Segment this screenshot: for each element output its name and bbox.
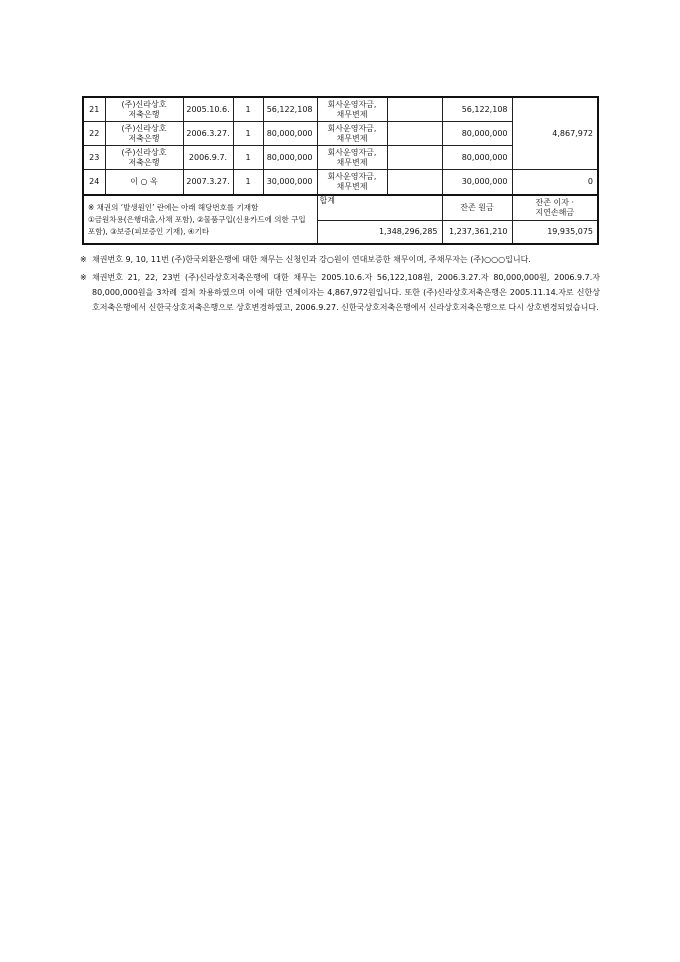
total-remaining-principal: 1,237,361,210 bbox=[442, 221, 512, 245]
total-remaining-interest: 19,935,075 bbox=[512, 221, 598, 245]
row-remaining: 80,000,000 bbox=[442, 122, 512, 146]
footnote-mark: ※ bbox=[80, 273, 87, 282]
row-date: 2005.10.6. bbox=[183, 97, 233, 122]
row-extra bbox=[387, 97, 442, 122]
row-creditor: 이 ○ 옥 bbox=[105, 170, 183, 196]
row-no: 22 bbox=[83, 122, 105, 146]
summary-header-row bbox=[83, 195, 598, 221]
row-amount: 56,122,108 bbox=[263, 97, 317, 122]
merged-interest: 4,867,972 bbox=[512, 97, 598, 170]
row-cause: 회사운영자금, 채무변제 bbox=[317, 122, 387, 146]
row-amount: 80,000,000 bbox=[263, 146, 317, 170]
row-remaining: 80,000,000 bbox=[442, 146, 512, 170]
row-amount: 80,000,000 bbox=[263, 122, 317, 146]
row-no: 23 bbox=[83, 146, 105, 170]
row-remaining: 30,000,000 bbox=[442, 170, 512, 196]
row-extra bbox=[387, 122, 442, 146]
row-date: 2007.3.27. bbox=[183, 170, 233, 196]
footnote-mark: ※ bbox=[80, 255, 87, 264]
row-date: 2006.3.27. bbox=[183, 122, 233, 146]
footnotes bbox=[80, 252, 600, 318]
row-count: 1 bbox=[233, 170, 263, 196]
remaining-principal-label: 잔존 원금 bbox=[442, 195, 512, 221]
row-count: 1 bbox=[233, 97, 263, 122]
row-creditor: (주)신라상호 저축은행 bbox=[105, 146, 183, 170]
footnote bbox=[80, 270, 600, 315]
row-extra bbox=[387, 170, 442, 196]
row-date: 2006.9.7. bbox=[183, 146, 233, 170]
footnote bbox=[80, 252, 600, 267]
row-cause: 회사운영자금, 채무변제 bbox=[317, 170, 387, 196]
table-row bbox=[83, 97, 598, 122]
remaining-interest-label: 잔존 이자 · 지연손해금 bbox=[512, 195, 598, 221]
footnote-text: 채권번호 9, 10, 11번 (주)한국외환은행에 대한 채무는 신청인과 강○원이 연대보증한 채무이며, 주채무자는 (주)○○○입니다. bbox=[92, 255, 531, 264]
row-no: 24 bbox=[83, 170, 105, 196]
row-cause: 회사운영자금, 채무변제 bbox=[317, 146, 387, 170]
row-creditor: (주)신라상호 저축은행 bbox=[105, 122, 183, 146]
row-count: 1 bbox=[233, 122, 263, 146]
total-label: 합계 bbox=[317, 195, 442, 221]
row-remaining: 56,122,108 bbox=[442, 97, 512, 122]
row-count: 1 bbox=[233, 146, 263, 170]
total-amount: 1,348,296,285 bbox=[317, 221, 442, 245]
row-creditor: (주)신라상호 저축은행 bbox=[105, 97, 183, 122]
cause-code-note: ※ 채권의 ‘발생원인’ 란에는 아래 해당번호를 기재함 ①금원차용(은행대출,사채 포함), ②물품구입(신용카드에 의한 구입 포함), ③보증(피보증인 기재), ④기타 bbox=[83, 195, 317, 244]
row-no: 21 bbox=[83, 97, 105, 122]
row-cause: 회사운영자금, 채무변제 bbox=[317, 97, 387, 122]
table-row bbox=[83, 170, 598, 196]
row-interest: 0 bbox=[512, 170, 598, 196]
row-amount: 30,000,000 bbox=[263, 170, 317, 196]
row-extra bbox=[387, 146, 442, 170]
debt-table bbox=[82, 96, 599, 245]
footnote-text: 채권번호 21, 22, 23번 (주)신라상호저축은행에 대한 채무는 2005.10.6.자 56,122,108원, 2006.3.27.자 80,000,000원, 2006.9.7.자 80,000,000원을 3차례 걸쳐 차용하였으며 이에 대한 연체이자는 4,867,972원입니다. 또한 (주)신라상호저축은행은 2005.11.14.자로 신한상호저축은행에서 신한국상호저축은행으로 상호변경하였고, 2006.9.27. 신한국상호저축은행에서 신라상호저축은행으로 다시 상호변경되었습니다. bbox=[92, 273, 600, 312]
